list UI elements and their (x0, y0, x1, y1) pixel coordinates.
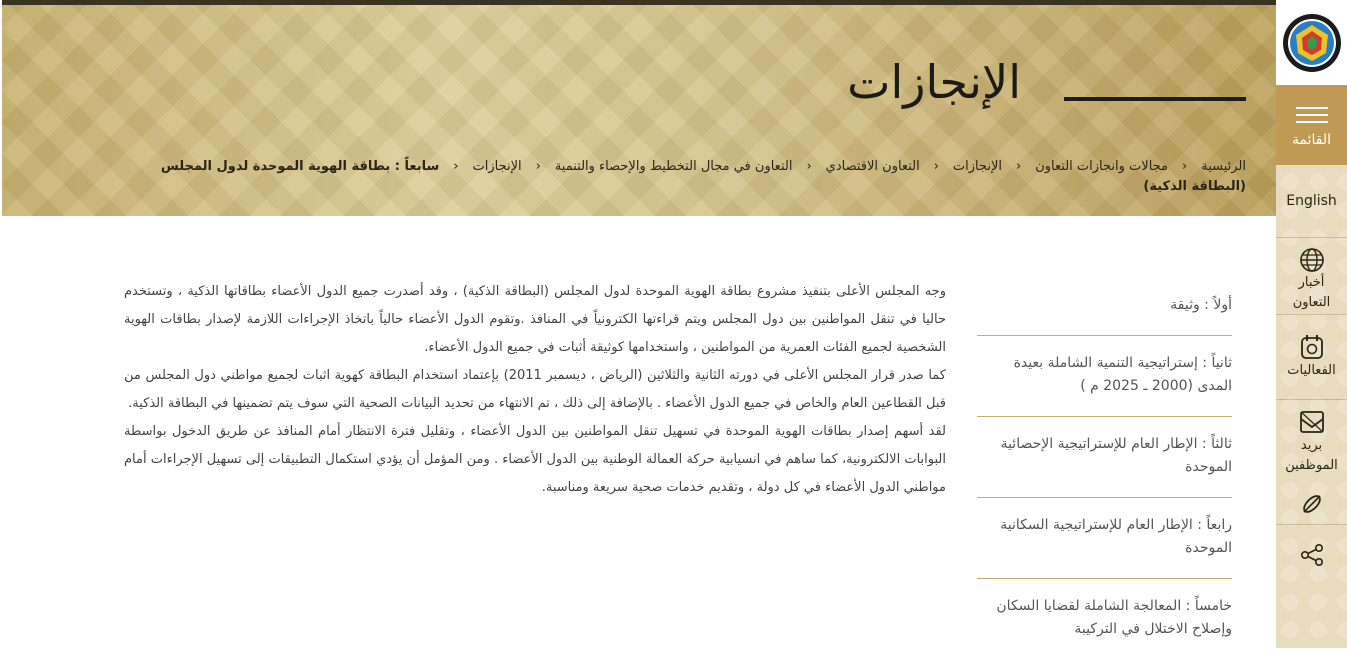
nav-staff-mail[interactable] (1276, 400, 1347, 484)
breadcrumb-separator: ‹ (1016, 159, 1022, 174)
gcc-emblem-icon (1282, 13, 1342, 73)
breadcrumb-separator: ‹ (806, 159, 812, 174)
breadcrumb-current: سابعاً : بطاقة الهوية الموحدة لدول المجلس (البطاقة الذكية) (160, 159, 1246, 194)
doc-item-statistical-strategy[interactable]: ثالثاً : الإطار العام للإستراتيجية الإحصائية الموحدة (977, 417, 1232, 498)
hamburger-icon (1296, 102, 1328, 128)
doc-item-population-issues[interactable]: خامساً : المعالجة الشاملة لقضايا السكان وإصلاح الاختلال في التركيبة (996, 598, 1232, 637)
breadcrumb-achievements-sub[interactable]: الإنجازات (472, 159, 522, 174)
nav-share[interactable] (1276, 525, 1347, 585)
article-paragraph-1: وجه المجلس الأعلى بتنفيذ مشروع بطاقة الهوية الموحدة لدول المجلس (البطاقة الذكية) ، وقد أصدرت جميع الدول الأعضاء بطاقاتها الذكية ، وتستخدم حاليا في تنقل المواطنين بين دول المجلس ويتم قراءتها الكترونياً في المنافذ .وتقوم الدول الأعضاء حالياً باتخاذ الإجراءات اللازمة لإصدار بطاقات الهوية الشخصية لجميع الفئات العمرية من المواطنين ، واستخدامها كوثيقة أثبات في جميع الدول الأعضاء. (124, 284, 946, 355)
hero-banner (2, 0, 1276, 216)
side-navigation (1276, 0, 1347, 648)
nav-label: الموظفين (1285, 458, 1338, 473)
nav-label: التعاون (1292, 295, 1331, 310)
globe-icon (1299, 247, 1325, 273)
nav-cooperation-news[interactable] (1276, 238, 1347, 315)
breadcrumb-economic-cooperation[interactable]: التعاون الاقتصادي (825, 159, 920, 174)
page-title: الإنجازات (847, 55, 1021, 109)
article-paragraph-2: كما صدر قرار المجلس الأعلى في دورته الثانية والثلاثين (الرياض ، ديسمبر 2011) بإعتماد استخدام البطاقة كهوية اثبات لجميع مواطني دول المجلس من قبل القطاعين العام والخاص في جميع الدول الأعضاء . بالإضافة إلى ذلك ، تم الانتهاء من تحديد البيانات الصحية التي سوف يتم تضمينها في البطاقة الذكية. (124, 368, 946, 411)
breadcrumb-separator: ‹ (1182, 159, 1188, 174)
title-underline (1064, 97, 1246, 101)
doc-item-population-strategy[interactable]: رابعاً : الإطار العام للإستراتيجية السكانية الموحدة (977, 498, 1232, 579)
mail-icon (1298, 408, 1326, 436)
breadcrumb-cooperation-fields[interactable]: مجالات وانجازات التعاون (1035, 159, 1169, 174)
article-paragraph-3: لقد أسهم إصدار بطاقات الهوية الموحدة في تسهيل تنقل المواطنين بين الدول الأعضاء ، وتقليل فترة الانتظار أمام المنافذ عن طريق الدخول بواسطة البوابات الالكترونية، كما ساهم في انسيابية حركة العمالة الوطنية بين الدول الأعضاء . ومن المؤمل أن يؤدي استكمال التطبيقات إلى تسهيل الإجراءات أمام مواطني الدول الأعضاء في كل دولة ، وتقديم خدمات صحية سريعة ومناسبة. (124, 424, 946, 495)
breadcrumb-home[interactable]: الرئيسية (1201, 159, 1246, 174)
language-label: English (1286, 193, 1337, 209)
nav-link[interactable] (1276, 484, 1347, 525)
breadcrumb (126, 157, 1246, 197)
nav-label: بريد (1300, 438, 1323, 453)
link-icon (1299, 491, 1325, 517)
calendar-icon (1299, 333, 1325, 361)
share-icon (1299, 542, 1325, 568)
related-documents-list (977, 276, 1232, 659)
article-body (124, 278, 946, 502)
nav-label: الفعاليات (1287, 363, 1336, 378)
menu-button[interactable] (1276, 85, 1347, 165)
nav-events[interactable] (1276, 315, 1347, 400)
breadcrumb-planning-statistics[interactable]: التعاون في مجال التخطيط والإحصاء والتنمية (554, 159, 793, 174)
nav-label: أخبار (1298, 275, 1325, 290)
doc-item-document[interactable]: أولاً : وثيقة (977, 276, 1232, 336)
breadcrumb-separator: ‹ (933, 159, 939, 174)
doc-item-development-strategy[interactable]: ثانياً : إستراتيجية التنمية الشاملة بعيدة المدى (2000 ـ 2025 م ) (977, 336, 1232, 417)
breadcrumb-separator: ‹ (453, 159, 459, 174)
gcc-logo[interactable] (1276, 0, 1347, 85)
menu-label: القائمة (1292, 132, 1331, 148)
breadcrumb-separator: ‹ (535, 159, 541, 174)
language-toggle[interactable] (1276, 165, 1347, 238)
breadcrumb-achievements[interactable]: الإنجازات (952, 159, 1003, 174)
